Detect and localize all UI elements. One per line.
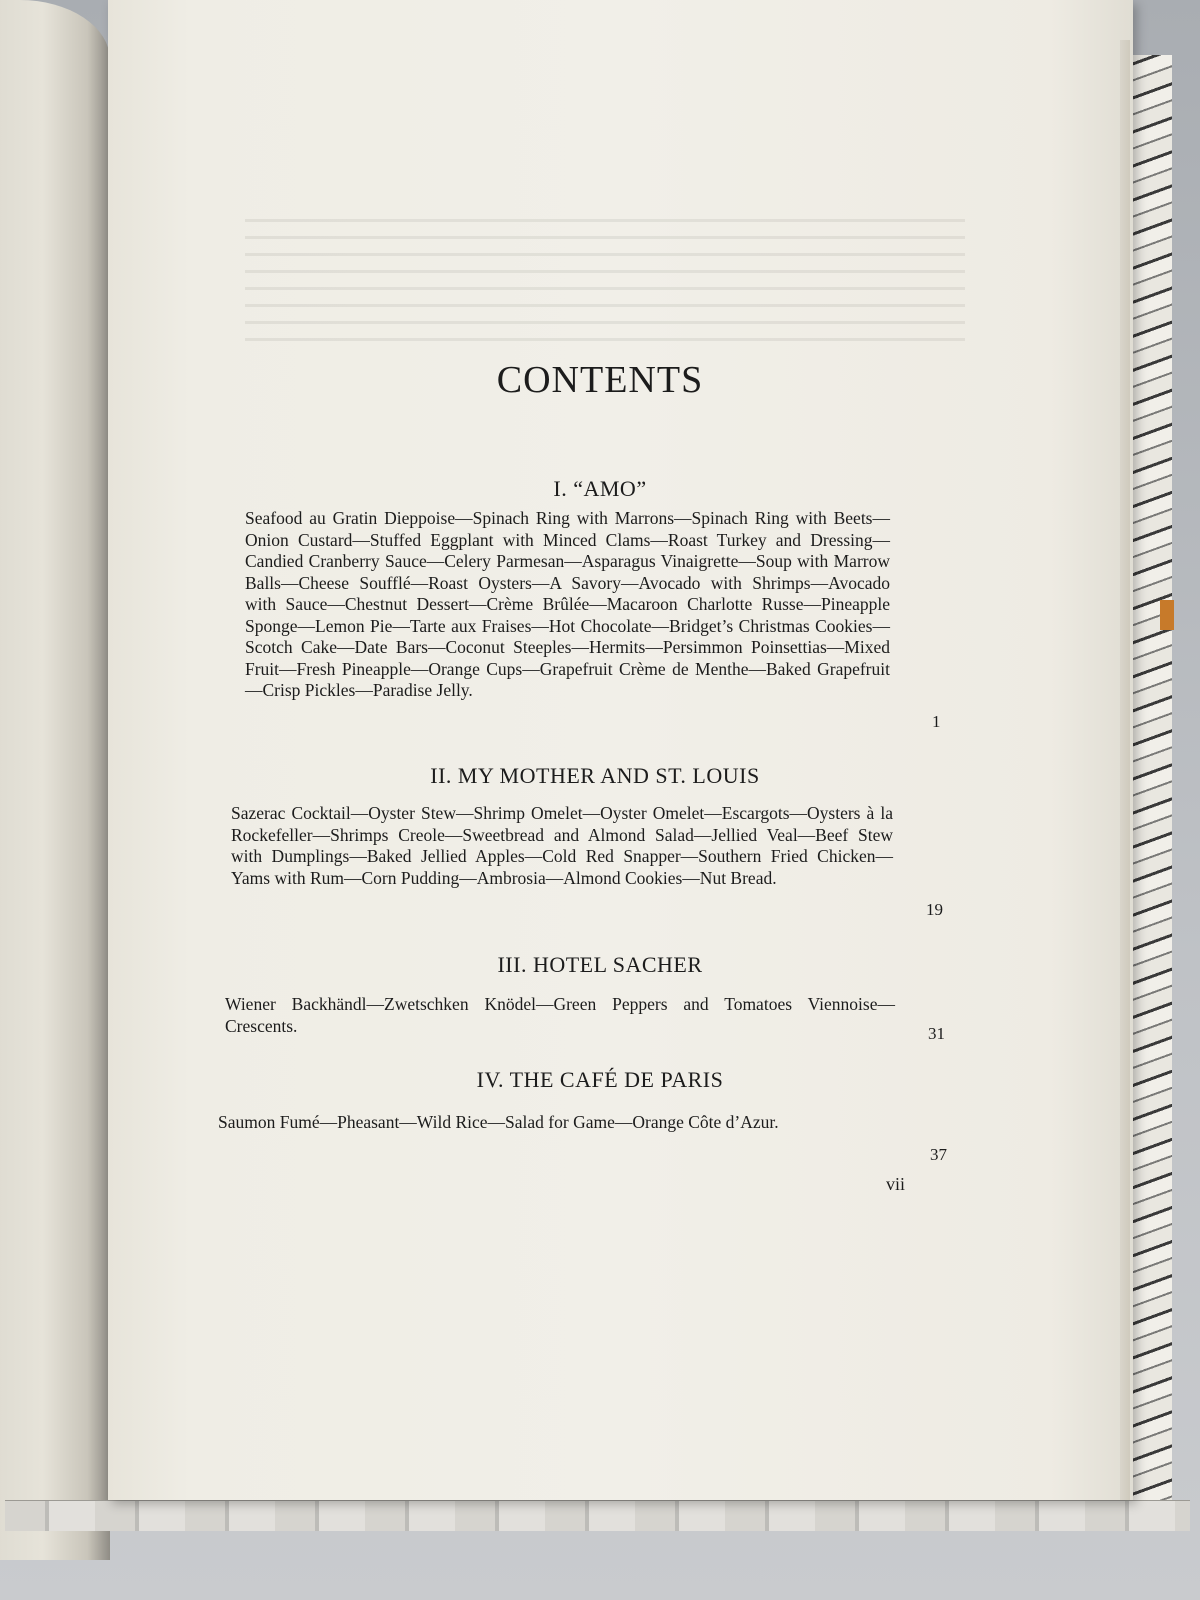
chapter-page-1: 1 xyxy=(932,712,941,731)
chapter-heading-2: II. MY MOTHER AND ST. LOUIS xyxy=(430,763,760,788)
chapter-heading-4: IV. THE CAFÉ DE PARIS xyxy=(476,1067,724,1092)
chapter-page-2: 19 xyxy=(926,900,943,919)
chapter-page-4: 37 xyxy=(930,1145,947,1164)
chapter-entries-3: Wiener Backhändl—Zwetschken Knödel—Green Peppers and Tomatoes Viennoise—Crescents. xyxy=(225,994,895,1036)
chapter-entries-2: Sazerac Cocktail—Oyster Stew—Shrimp Omelet—Oyster Omelet—Escargots—Oysters à la Rockefeller—Shrimps Creole—Sweetbread and Almond Salad—Jellied Veal—Beef Stew with Dumplings—Baked Jellied Apples—Cold Red Snapper—Southern Fried Chicken—Yams with Rum—Corn Pudding—Ambrosia—Almond Cookies—Nut Bread. xyxy=(231,803,893,888)
chapter-heading-3: III. HOTEL SACHER xyxy=(497,952,703,977)
chapter-page-3: 31 xyxy=(928,1024,945,1043)
chapter-entries-4: Saumon Fumé—Pheasant—Wild Rice—Salad for Game—Orange Côte d’Azur. xyxy=(218,1112,779,1132)
page-title: CONTENTS xyxy=(496,359,704,401)
chapter-heading-1: I. “AMO” xyxy=(553,476,647,501)
chapter-entries-1: Seafood au Gratin Dieppoise—Spinach Ring with Marrons—Spinach Ring with Beets—Onion Custard—Stuffed Eggplant with Minced Clams—Roast Turkey and Dressing—Candied Cranberry Sauce—Celery Parmesan—Asparagus Vinaigrette—Soup with Marrow Balls—Cheese Soufflé—Roast Oysters—A Savory—Avocado with Shrimps—Avocado with Sauce—Chestnut Dessert—Crème Brûlée—Macaroon Charlotte Russe—Pineapple Sponge—Lemon Pie—Tarte aux Fraises—Hot Chocolate—Bridget’s Christmas Cookies—Scotch Cake—Date Bars—Coconut Steeples—Hermits—Persimmon Poinsettias—Mixed Fruit—Fresh Pineapple—Orange Cups—Grapefruit Crème de Menthe—Baked Grapefruit—Crisp Pickles—Paradise Jelly. xyxy=(245,508,890,700)
page-folio: vii xyxy=(886,1174,906,1194)
